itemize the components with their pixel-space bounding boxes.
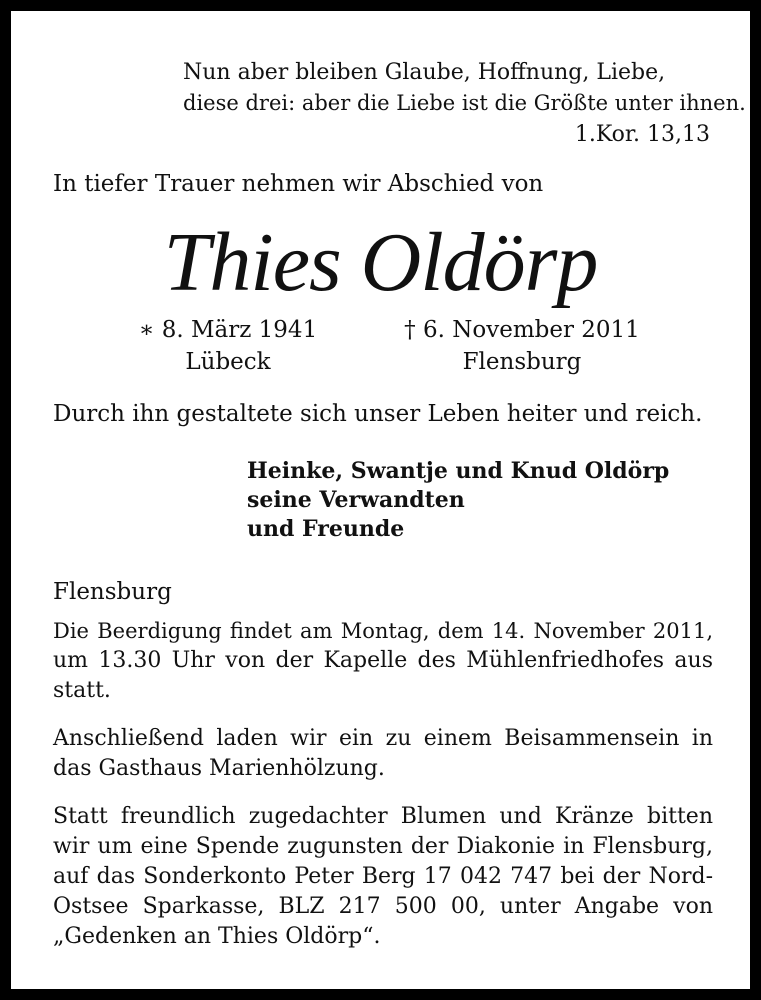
donation-line: auf das Sonderkonto Peter Berg 17 042 747 bei der Nord- — [53, 864, 713, 889]
funeral-paragraph — [53, 616, 713, 706]
gathering-line: Anschließend laden wir ein zu einem Beisammensein in — [53, 726, 713, 751]
death-place: Flensburg — [462, 349, 582, 375]
mourner-line: Heinke, Swantje und Knud Oldörp — [247, 458, 670, 484]
donation-line: Statt freundlich zugedachter Blumen und Kränze bitten — [53, 804, 713, 829]
donation-line: „Gedenken an Thies Oldörp“. — [53, 924, 381, 949]
donation-line: Ostsee Sparkasse, BLZ 217 500 00, unter Angabe von — [53, 894, 713, 919]
mourner-line: und Freunde — [247, 516, 405, 542]
funeral-line: um 13.30 Uhr von der Kapelle des Mühlenfriedhofes aus — [53, 648, 713, 673]
death-date: † 6. November 2011 — [404, 317, 640, 343]
funeral-line: statt. — [53, 678, 111, 703]
verse-line-2: diese drei: aber die Liebe ist die Größte unter ihnen. — [183, 91, 746, 115]
tribute-text: Durch ihn gestaltete sich unser Leben heiter und reich. — [53, 401, 703, 427]
verse-reference: 1.Kor. 13,13 — [574, 122, 710, 147]
deceased-name: Thies Oldörp — [163, 216, 598, 309]
location-text: Flensburg — [53, 579, 172, 605]
verse-line-1: Nun aber bleiben Glaube, Hoffnung, Liebe, — [183, 60, 666, 85]
birth-place: Lübeck — [185, 349, 271, 375]
mourner-line: seine Verwandten — [247, 487, 465, 513]
donation-paragraph — [53, 802, 713, 952]
birth-date: ∗ 8. März 1941 — [138, 317, 318, 343]
gathering-paragraph — [53, 724, 713, 784]
intro-text: In tiefer Trauer nehmen wir Abschied von — [53, 171, 544, 197]
funeral-line: Die Beerdigung findet am Montag, dem 14. November 2011, — [53, 619, 713, 643]
donation-line: wir um eine Spende zugunsten der Diakonie in Flensburg, — [53, 834, 713, 859]
gathering-line: das Gasthaus Marienhölzung. — [53, 756, 385, 781]
